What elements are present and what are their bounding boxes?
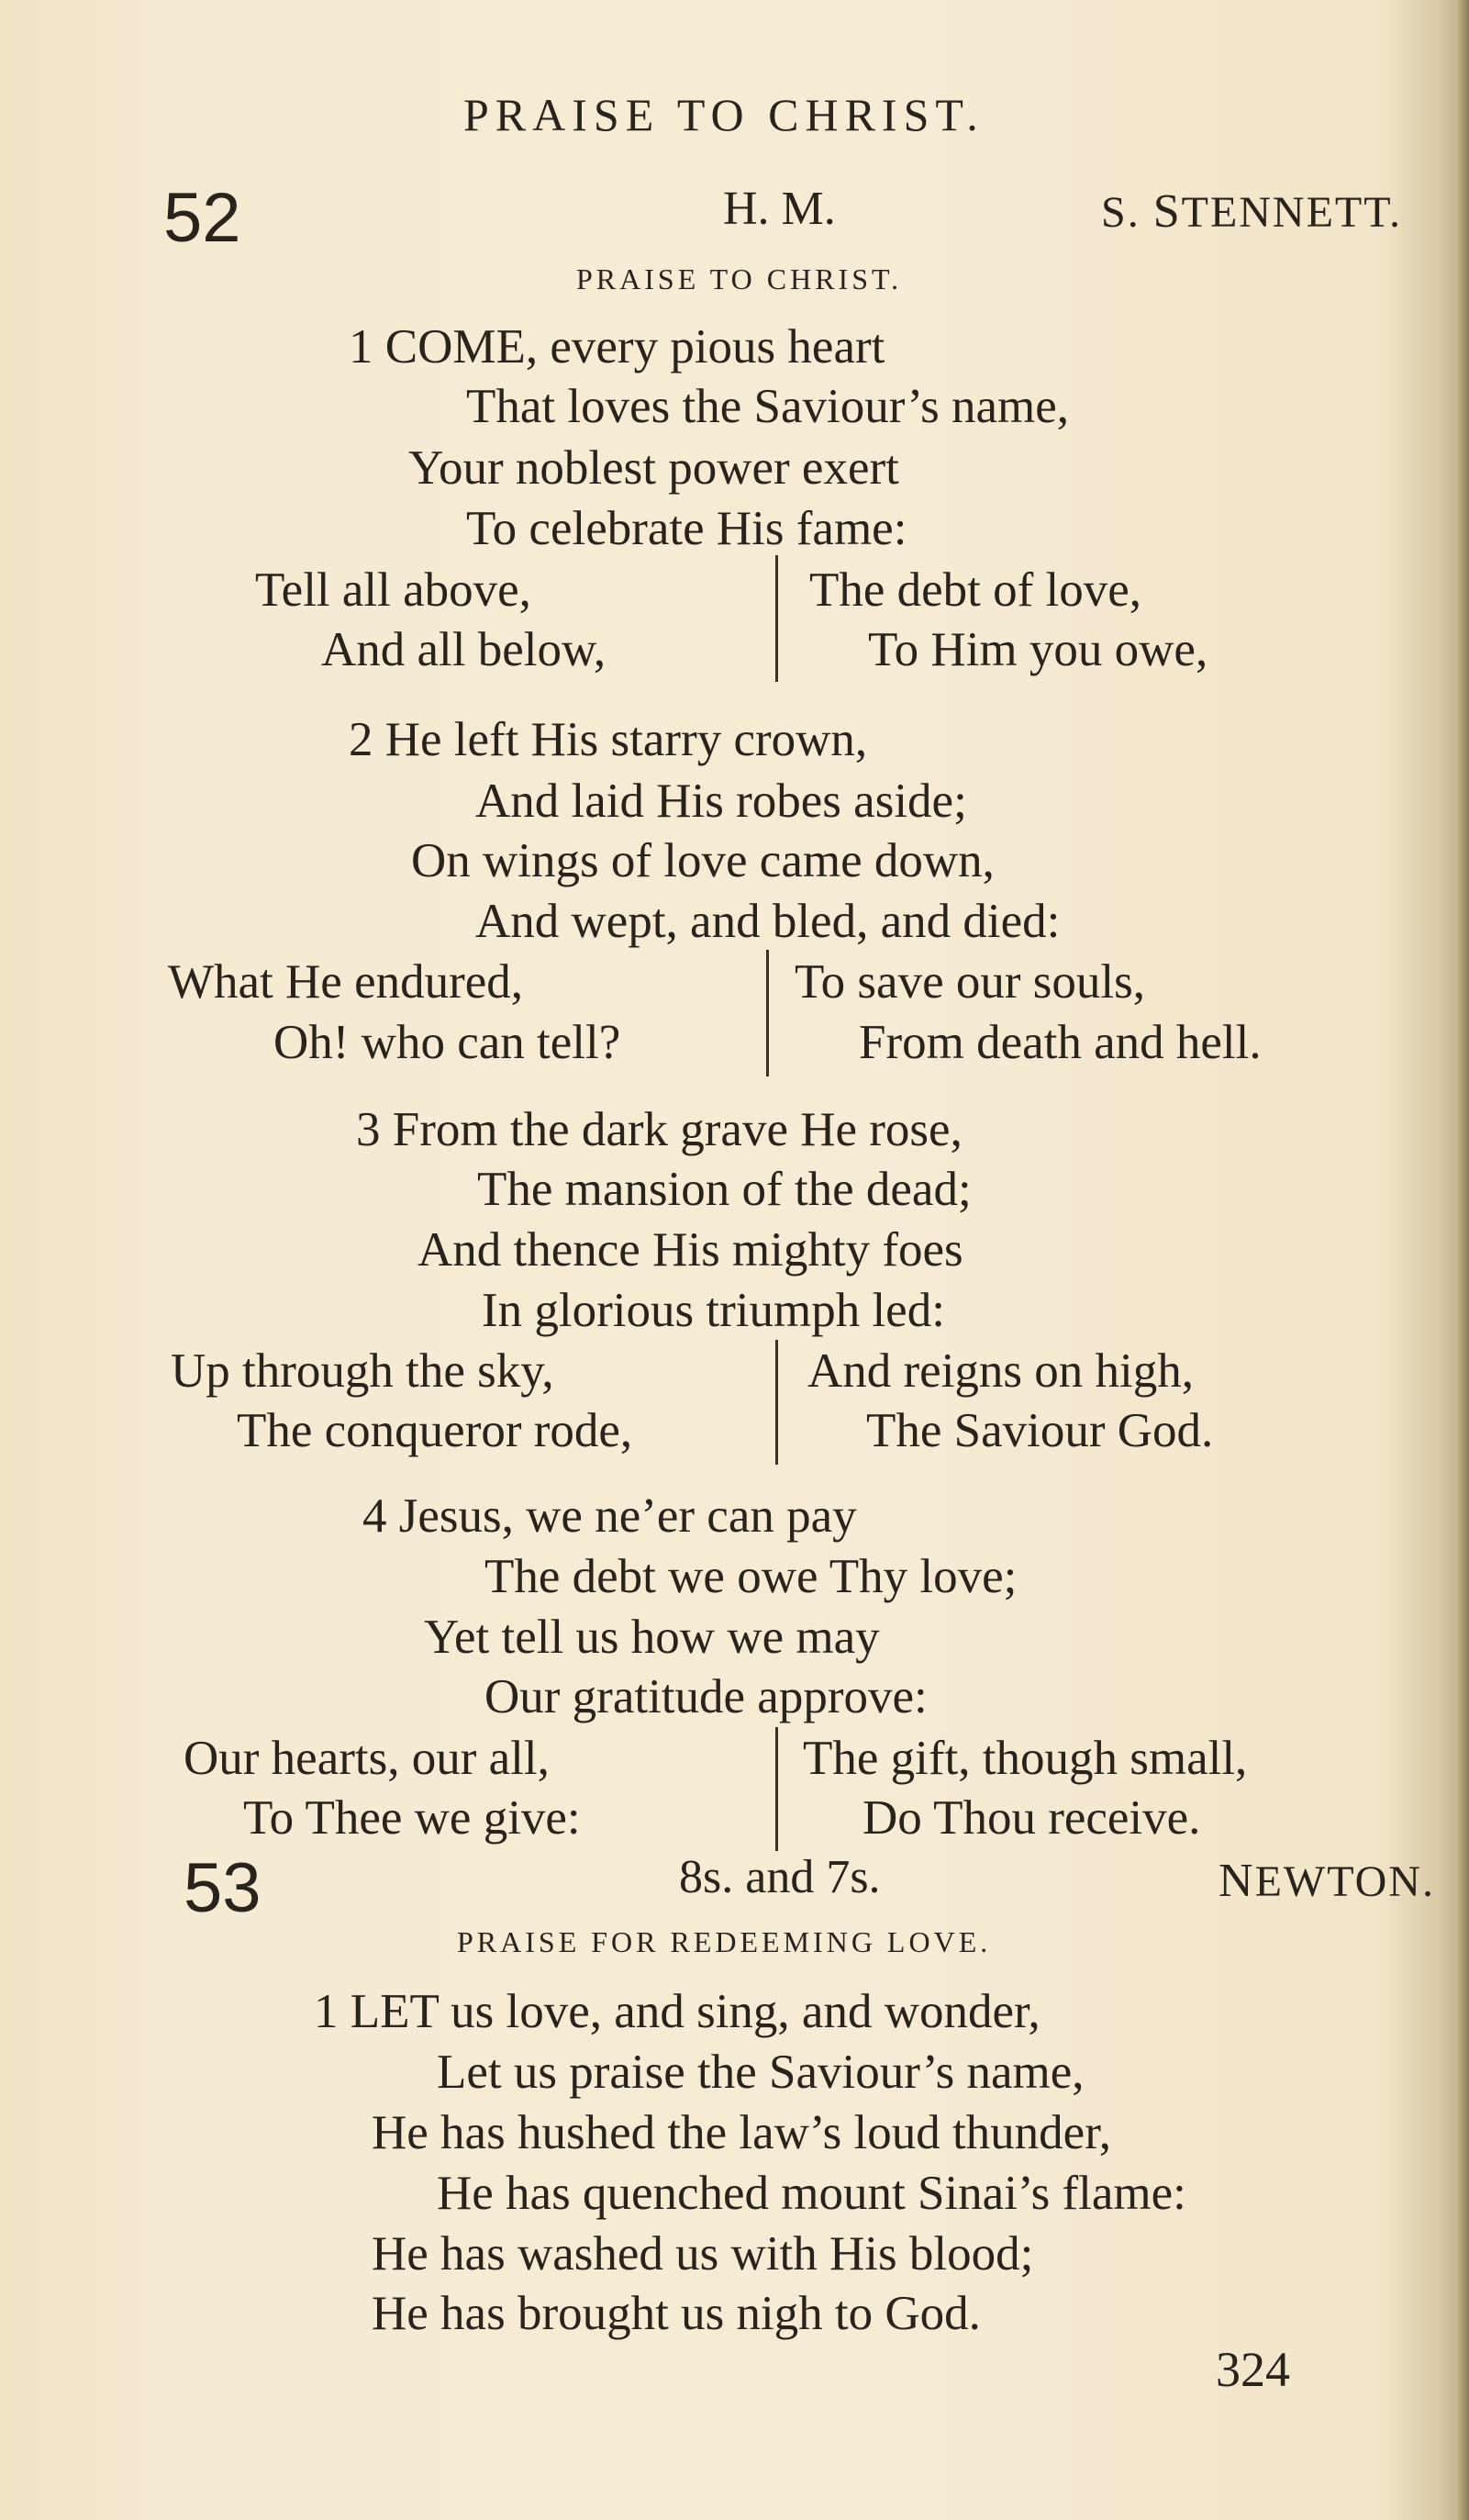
refrain-divider (775, 1340, 778, 1465)
verse-line: 2 He left His starry crown, (349, 713, 868, 766)
hymn-title: PRAISE TO CHRIST. (576, 262, 903, 295)
refrain-left-line: The conqueror rode, (237, 1404, 633, 1457)
refrain-right-line: The Saviour God. (866, 1404, 1214, 1457)
refrain-right-line: From death and hell. (859, 1016, 1262, 1069)
refrain-left-line: What He endured, (168, 955, 524, 1009)
refrain-right-line: The gift, though small, (803, 1732, 1248, 1785)
verse-line: And thence His mighty foes (417, 1223, 963, 1277)
hymn-number: 53 (184, 1849, 262, 1927)
refrain-right-line: To save our souls, (795, 955, 1145, 1009)
hymn-author: S. STENNETT. (1101, 185, 1402, 238)
verse-line: Let us praise the Saviour’s name, (437, 2046, 1085, 2099)
refrain-divider (775, 1727, 778, 1851)
hymn-number: 52 (163, 179, 241, 257)
refrain-divider (775, 555, 778, 682)
verse-line: On wings of love came down, (411, 834, 995, 887)
verse-line: He has washed us with His blood; (372, 2227, 1034, 2280)
verse-line: That loves the Saviour’s name, (466, 380, 1069, 433)
verse-line: Our gratitude approve: (484, 1670, 928, 1723)
verse-line: And wept, and bled, and died: (475, 895, 1061, 948)
refrain-left-line: Up through the sky, (171, 1344, 554, 1398)
verse-line: Your noblest power exert (408, 441, 899, 495)
verse-line: The debt we owe Thy love; (484, 1550, 1018, 1603)
refrain-left-line: Oh! who can tell? (273, 1016, 621, 1069)
verse-line: He has hushed the law’s loud thunder, (372, 2106, 1111, 2159)
book-spine-edge (1456, 0, 1469, 2520)
hymn-author: NEWTON. (1219, 1855, 1435, 1907)
verse-line: 3 From the dark grave He rose, (356, 1103, 963, 1156)
hymn-title: PRAISE FOR REDEEMING LOVE. (457, 1925, 992, 1958)
refrain-left-line: Our hearts, our all, (184, 1732, 550, 1785)
hymn-meter: 8s. and 7s. (679, 1851, 881, 1903)
refrain-right-line: The debt of love, (809, 563, 1142, 617)
verse-line: In glorious triumph led: (482, 1284, 945, 1337)
refrain-right-line: To Him you owe, (868, 623, 1208, 676)
verse-line: To celebrate His fame: (466, 502, 907, 555)
verse-line: 1 COME, every pious heart (349, 320, 885, 374)
refrain-left-line: Tell all above, (255, 563, 531, 617)
verse-line: The mansion of the dead; (477, 1163, 972, 1216)
verse-line: He has brought us nigh to God. (372, 2287, 981, 2340)
hymn-meter: H. M. (723, 183, 836, 235)
page-number: 324 (1216, 2342, 1290, 2397)
refrain-right-line: Do Thou receive. (862, 1791, 1201, 1845)
refrain-left-line: To Thee we give: (243, 1791, 581, 1845)
refrain-left-line: And all below, (321, 623, 607, 676)
verse-line: He has quenched mount Sinai’s flame: (437, 2167, 1186, 2220)
verse-line: Yet tell us how we may (424, 1611, 880, 1664)
running-header: PRAISE TO CHRIST. (463, 89, 985, 140)
refrain-divider (766, 950, 769, 1076)
verse-line: And laid His robes aside; (475, 775, 967, 828)
verse-line: 1 LET us love, and sing, and wonder, (314, 1985, 1041, 2038)
refrain-right-line: And reigns on high, (807, 1344, 1195, 1398)
verse-line: 4 Jesus, we ne’er can pay (362, 1489, 857, 1543)
